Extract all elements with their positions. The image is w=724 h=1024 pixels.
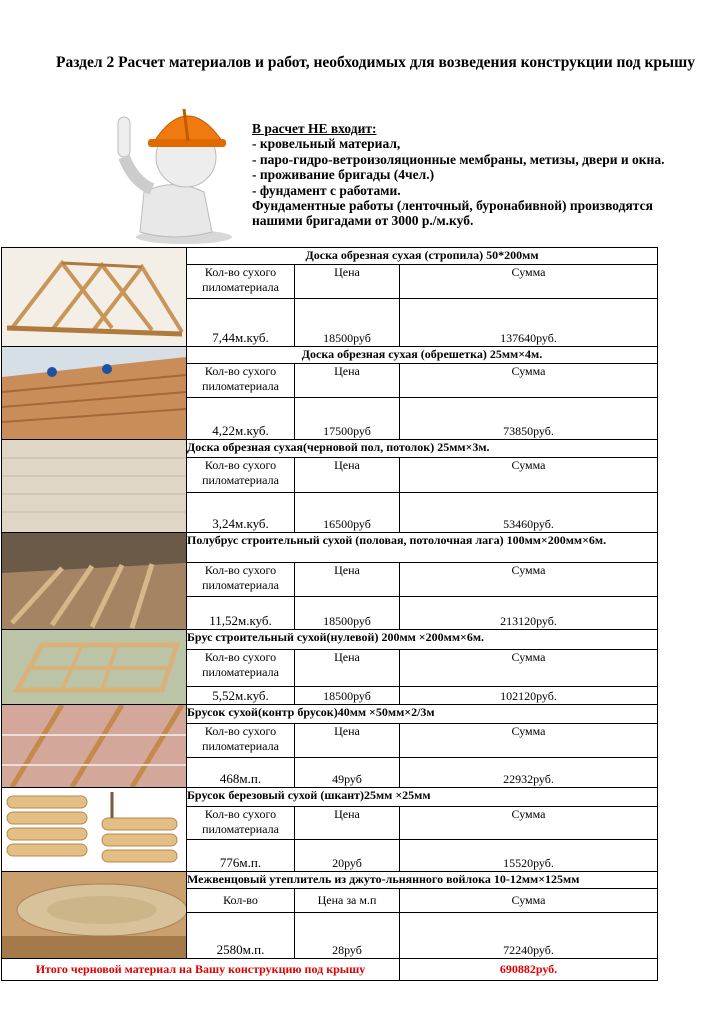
joists-photo xyxy=(2,533,187,630)
sum-value: 73850руб. xyxy=(400,397,658,439)
qty-value: 3,24м.куб. xyxy=(187,493,295,533)
qty-header: Кол-во xyxy=(187,889,295,913)
sum-header: Сумма xyxy=(400,562,658,596)
qty-value: 7,44м.куб. xyxy=(187,299,295,347)
price-value: 17500руб xyxy=(295,397,400,439)
qty-header: Кол-во сухого пиломатериала xyxy=(187,724,295,758)
birch-dowel-photo xyxy=(2,788,187,872)
sum-header: Сумма xyxy=(400,265,658,299)
qty-header: Кол-во сухого пиломатериала xyxy=(187,364,295,397)
qty-value: 4,22м.куб. xyxy=(187,397,295,439)
price-value: 20руб xyxy=(295,840,400,872)
boards-photo xyxy=(2,440,187,533)
jute-felt-photo xyxy=(2,872,187,959)
price-header: Цена xyxy=(295,807,400,840)
sum-value: 102120руб. xyxy=(400,686,658,704)
qty-value: 2580м.п. xyxy=(187,913,295,959)
price-header: Цена xyxy=(295,265,400,299)
total-label: Итого черновой материал на Вашу конструкцию под крышу xyxy=(2,959,400,981)
qty-header: Кол-во сухого пиломатериала xyxy=(187,562,295,596)
material-name: Брусок сухой(контр брусок)40мм ×50мм×2/3м xyxy=(187,705,658,724)
material-name: Полубрус строительный сухой (половая, потолочная лага) 100мм×200мм×6м. xyxy=(187,533,658,563)
sum-header: Сумма xyxy=(400,807,658,840)
exclusion-line: Фундаментные работы (ленточный, буронабивной) производятся нашими бригадами от 3000 р./м.куб. xyxy=(252,198,653,229)
price-value: 18500руб xyxy=(295,299,400,347)
total-sum: 690882руб. xyxy=(400,959,658,981)
material-name: Межвенцовый утеплитель из джуто-льнянного войлока 10-12мм×125мм xyxy=(187,872,658,889)
exclusion-line: - проживание бригады (4чел.) xyxy=(252,167,435,183)
materials-table xyxy=(1,247,658,981)
sum-value: 53460руб. xyxy=(400,493,658,533)
sum-value: 213120руб. xyxy=(400,596,658,629)
roof-lathing-photo xyxy=(2,347,187,440)
page-title: Раздел 2 Расчет материалов и работ, необходимых для возведения конструкции под крышу xyxy=(56,54,695,71)
exclusions-note xyxy=(252,121,672,229)
price-header: Цена xyxy=(295,650,400,686)
qty-value: 468м.п. xyxy=(187,758,295,788)
qty-header: Кол-во сухого пиломатериала xyxy=(187,650,295,686)
price-header: Цена xyxy=(295,724,400,758)
exclusions-heading: В расчет НЕ входит: xyxy=(252,121,377,136)
qty-value: 11,52м.куб. xyxy=(187,596,295,629)
price-header: Цена xyxy=(295,458,400,493)
sum-header: Сумма xyxy=(400,889,658,913)
sum-value: 137640руб. xyxy=(400,299,658,347)
exclusion-line: - паро-гидро-ветроизоляционные мембраны, метизы, двери и окна. xyxy=(252,151,665,167)
qty-value: 5,52м.куб. xyxy=(187,686,295,704)
price-value: 16500руб xyxy=(295,493,400,533)
price-header: Цена xyxy=(295,562,400,596)
rafters-photo xyxy=(2,248,187,347)
helmet-man-icon xyxy=(104,97,246,245)
beam-frame-photo xyxy=(2,630,187,705)
price-value: 49руб xyxy=(295,758,400,788)
sum-header: Сумма xyxy=(400,724,658,758)
qty-header: Кол-во сухого пиломатериала xyxy=(187,458,295,493)
table-row xyxy=(2,248,658,265)
price-header: Цена за м.п xyxy=(295,889,400,913)
material-name: Брус строительный сухой(нулевой) 200мм ×200мм×6м. xyxy=(187,630,658,650)
material-name: Доска обрезная сухая (обрешетка) 25мм×4м. xyxy=(187,347,658,364)
price-header: Цена xyxy=(295,364,400,397)
material-name: Доска обрезная сухая (стропила) 50*200мм xyxy=(187,248,658,265)
counter-batten-photo xyxy=(2,705,187,788)
exclusion-line: - кровельный материал, xyxy=(252,136,401,152)
qty-header: Кол-во сухого пиломатериала xyxy=(187,265,295,299)
exclusion-line: - фундамент с работами. xyxy=(252,182,401,198)
price-value: 18500руб xyxy=(295,596,400,629)
sum-value: 22932руб. xyxy=(400,758,658,788)
sum-value: 72240руб. xyxy=(400,913,658,959)
sum-value: 15520руб. xyxy=(400,840,658,872)
qty-header: Кол-во сухого пиломатериала xyxy=(187,807,295,840)
sum-header: Сумма xyxy=(400,650,658,686)
price-value: 28руб xyxy=(295,913,400,959)
material-name: Брусок березовый сухой (шкант)25мм ×25мм xyxy=(187,788,658,807)
price-value: 18500руб xyxy=(295,686,400,704)
sum-header: Сумма xyxy=(400,364,658,397)
qty-value: 776м.п. xyxy=(187,840,295,872)
material-name: Доска обрезная сухая(черновой пол, потолок) 25мм×3м. xyxy=(187,440,658,458)
sum-header: Сумма xyxy=(400,458,658,493)
